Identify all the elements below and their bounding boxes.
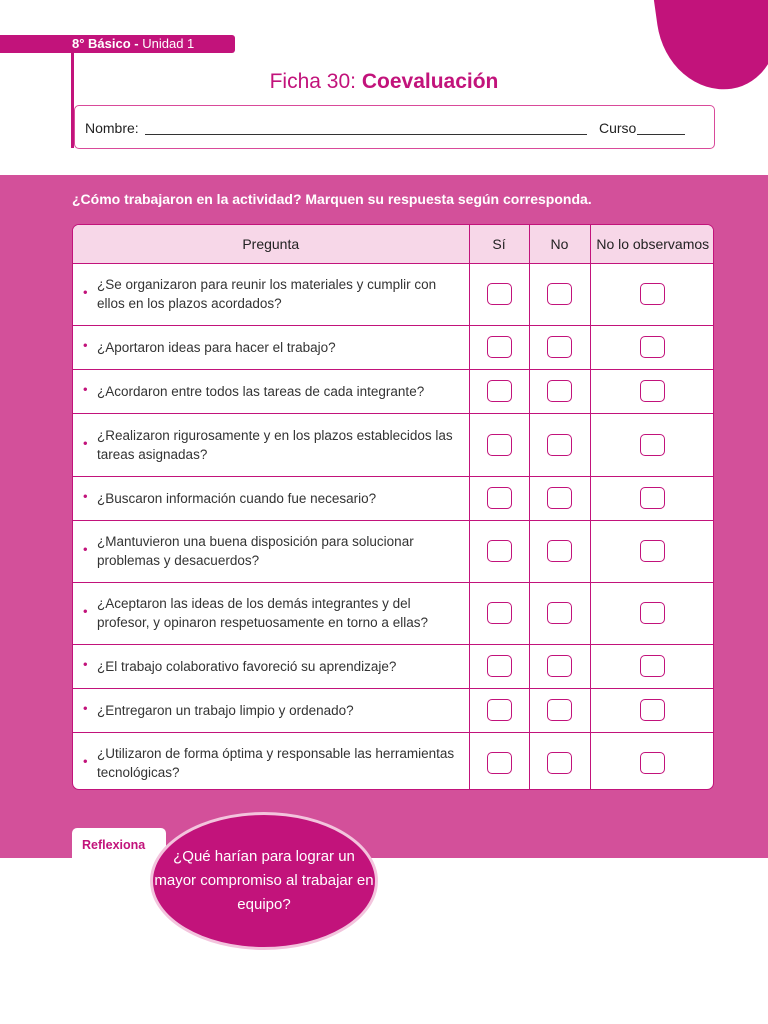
table-row — [73, 732, 714, 790]
table-row — [73, 413, 714, 476]
table-row — [73, 520, 714, 582]
reflect-tab: Reflexiona — [72, 828, 166, 860]
name-field[interactable] — [145, 134, 587, 135]
checkbox-no[interactable] — [547, 655, 572, 677]
checkbox-yes[interactable] — [487, 380, 512, 402]
question-text: • ¿Acordaron entre todos las tareas de cada integrante? — [73, 369, 469, 413]
checkbox-no[interactable] — [547, 752, 572, 774]
checkbox-yes[interactable] — [487, 283, 512, 305]
checkbox-not-observed[interactable] — [640, 380, 665, 402]
checkbox-not-observed[interactable] — [640, 283, 665, 305]
checkbox-yes[interactable] — [487, 540, 512, 562]
checkbox-yes[interactable] — [487, 487, 512, 509]
header-question: Pregunta — [73, 225, 469, 263]
question-text: • ¿Mantuvieron una buena disposición para solucionar problemas y desacuerdos? — [73, 520, 469, 582]
checkbox-yes[interactable] — [487, 655, 512, 677]
checkbox-yes[interactable] — [487, 434, 512, 456]
checkbox-yes[interactable] — [487, 602, 512, 624]
question-text: • ¿Se organizaron para reunir los materiales y cumplir con ellos en los plazos acordados? — [73, 263, 469, 325]
name-label: Nombre: — [85, 120, 139, 136]
course-label: Curso — [599, 120, 637, 136]
checkbox-no[interactable] — [547, 336, 572, 358]
table-row — [73, 325, 714, 369]
checkbox-no[interactable] — [547, 487, 572, 509]
table-row — [73, 369, 714, 413]
checkbox-not-observed[interactable] — [640, 434, 665, 456]
checkbox-not-observed[interactable] — [640, 655, 665, 677]
checkbox-yes[interactable] — [487, 752, 512, 774]
question-text: • ¿Realizaron rigurosamente y en los plazos establecidos las tareas asignadas? — [73, 413, 469, 476]
question-text: • ¿Aportaron ideas para hacer el trabajo? — [73, 325, 469, 369]
unit-tab — [0, 35, 235, 53]
unit-label: Unidad 1 — [142, 36, 195, 51]
checkbox-no[interactable] — [547, 540, 572, 562]
checkbox-no[interactable] — [547, 380, 572, 402]
table-row — [73, 263, 714, 325]
table-row — [73, 476, 714, 520]
checkbox-no[interactable] — [547, 699, 572, 721]
grade-label: 8° Básico - — [72, 36, 139, 51]
question-text: • ¿Aceptaron las ideas de los demás integrantes y del profesor, y opinaron respetuosamente en torno a ellas? — [73, 582, 469, 644]
evaluation-table — [72, 224, 714, 790]
question-text: • ¿El trabajo colaborativo favoreció su aprendizaje? — [73, 644, 469, 688]
checkbox-no[interactable] — [547, 602, 572, 624]
checkbox-not-observed[interactable] — [640, 602, 665, 624]
table-row — [73, 582, 714, 644]
checkbox-not-observed[interactable] — [640, 487, 665, 509]
header-not-observed: No lo observamos — [590, 225, 714, 263]
table-row — [73, 644, 714, 688]
question-text: • ¿Utilizaron de forma óptima y responsable las herramientas tecnológicas? — [73, 732, 469, 790]
checkbox-not-observed[interactable] — [640, 336, 665, 358]
name-form — [74, 105, 715, 149]
title-main: Coevaluación — [361, 70, 499, 93]
instruction-text: ¿Cómo trabajaron en la actividad? Marquen su respuesta según corresponda. — [72, 191, 592, 207]
title-prefix: Ficha 30: — [269, 70, 356, 93]
course-field[interactable] — [637, 134, 685, 135]
checkbox-not-observed[interactable] — [640, 699, 665, 721]
header-yes: Sí — [469, 225, 529, 263]
header-no: No — [529, 225, 590, 263]
reflect-bubble: ¿Qué harían para lograr un mayor compromiso al trabajar en equipo? — [150, 812, 378, 950]
checkbox-no[interactable] — [547, 434, 572, 456]
page-title — [0, 70, 768, 94]
checkbox-not-observed[interactable] — [640, 752, 665, 774]
checkbox-yes[interactable] — [487, 336, 512, 358]
checkbox-not-observed[interactable] — [640, 540, 665, 562]
checkbox-yes[interactable] — [487, 699, 512, 721]
table-row — [73, 688, 714, 732]
checkbox-no[interactable] — [547, 283, 572, 305]
question-text: • ¿Entregaron un trabajo limpio y ordenado? — [73, 688, 469, 732]
question-text: • ¿Buscaron información cuando fue necesario? — [73, 476, 469, 520]
